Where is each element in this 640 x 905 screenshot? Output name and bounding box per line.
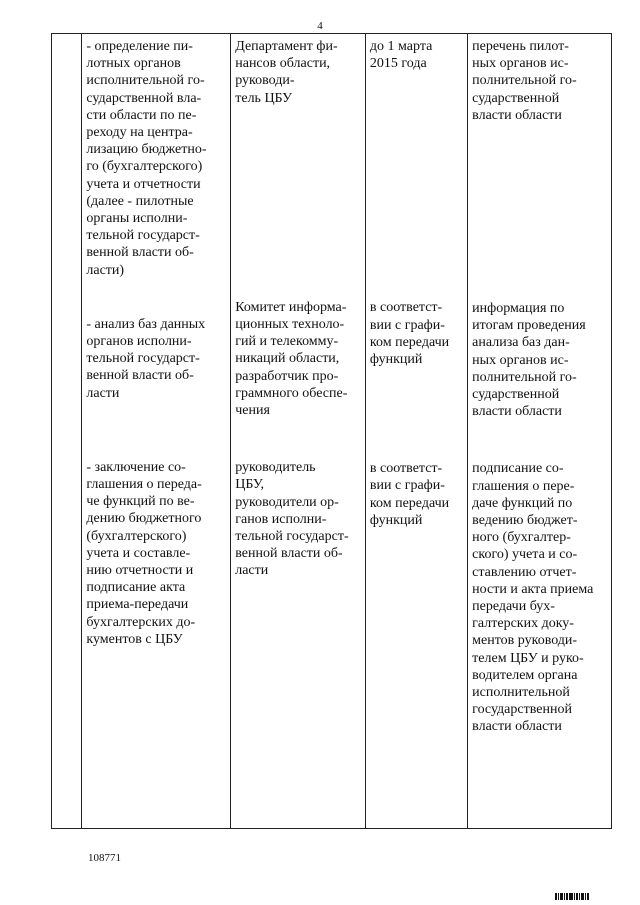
- document-code: 108771: [88, 852, 121, 864]
- deadline-text: до 1 марта 2015 года: [369, 39, 433, 72]
- number-column-cell: [52, 34, 82, 829]
- table-row: [52, 34, 612, 829]
- deadline-text: в соответст- вии с графи- ком передачи функций: [369, 461, 450, 528]
- result-cell: [468, 34, 612, 829]
- responsible-text: Комитет информа- ционных техноло- гий и телекомму- никаций области, разработчик про- граммного обеспе- чения: [235, 299, 348, 419]
- result-text: информация по итогам проведения анализа баз дан- ных органов ис- полнительной го- сударственной власти области: [472, 301, 586, 420]
- activity-text: - анализ баз данных органов исполни- тельной государст- венной власти об- ласти: [86, 316, 206, 401]
- barcode-mark: [555, 893, 591, 900]
- measures-table: [51, 33, 612, 829]
- result-text: перечень пилот- ных органов ис- полнительной го- сударственной власти области: [472, 39, 577, 123]
- responsible-text: руководитель ЦБУ, руководители ор- ганов исполни- тельной государст- венной власти об- ласти: [235, 460, 349, 579]
- activity-text: - заключение со- глашения о переда- че функций по ве- дению бюджетного (бухгалтерского) учета и составле- нию отчетности и подписание акта приема-передачи бухгалтерских до- кументов с ЦБУ: [86, 459, 202, 647]
- deadline-cell: [365, 34, 467, 829]
- responsible-text: Департамент фи- нансов области, руководи- тель ЦБУ: [235, 39, 338, 106]
- activity-text: - определение пи- лотных органов исполнительной го- сударственной вла- сти области по пе- реходу на центра- лизацию бюджетно- го (бухгалтерского) учета и отчетности (далее - пилотные органы исполни- тельной государст- венной власти об- ласти): [86, 39, 207, 278]
- activity-cell: [82, 34, 231, 829]
- page-number: 4: [317, 20, 323, 32]
- deadline-text: в соответст- вии с графи- ком передачи функций: [369, 300, 450, 368]
- result-text: подписание со- глашения о пере- даче функций по ведению бюджет- ного (бухгалтер- ского) учета и со- ставлению отчет- ности и акта приема передачи бух- галтерских доку- ментов руководи- телем ЦБУ и руко- водителем органа исполнительной государственной власти области: [472, 461, 594, 735]
- responsible-cell: [231, 34, 366, 829]
